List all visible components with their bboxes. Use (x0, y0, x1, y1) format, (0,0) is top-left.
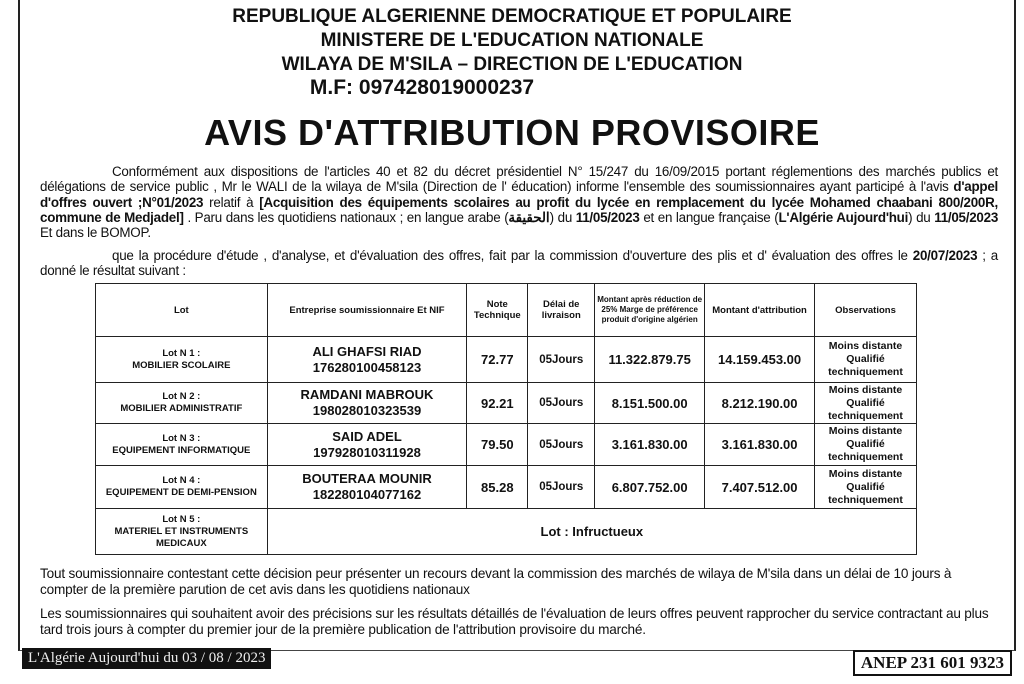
obs-line: Qualifié (846, 438, 885, 450)
observation-cell (815, 383, 917, 424)
text-bold: 11/05/2023 (934, 209, 999, 225)
text-bold: 20/07/2023 (912, 248, 978, 263)
text: Et dans le BOMOP. (40, 225, 151, 241)
anep-reference: ANEP 231 601 9323 (853, 650, 1012, 676)
lot-number: Lot N 1 : (162, 347, 201, 359)
lot-cell (96, 424, 268, 466)
company-nif: 198028010323539 (312, 403, 422, 418)
delay-cell: 05Jours (528, 466, 595, 509)
text: et en langue française ( (639, 209, 779, 225)
note-cell: 92.21 (467, 383, 528, 424)
obs-line: Qualifié (846, 396, 885, 409)
obs-line: Moins distante (828, 425, 903, 437)
page-title: AVIS D'ATTRIBUTION PROVISOIRE (204, 112, 820, 153)
company-cell (267, 424, 467, 466)
header-ministry: MINISTERE DE L'EDUCATION NATIONALE (320, 30, 704, 51)
amount-cell: 7.407.512.00 (705, 466, 815, 509)
lot-number: Lot N 3 : (162, 432, 201, 444)
intro-paragraph (40, 164, 998, 240)
text-bold: 11/05/2023 (575, 209, 640, 225)
table-row (96, 337, 917, 383)
lot-name: MATERIEL ET INSTRUMENTS MEDICAUX (114, 525, 249, 549)
obs-line: techniquement (828, 409, 903, 422)
lot-cell (96, 383, 268, 424)
details-notice: Les soumissionnaires qui souhaitent avoir des précisions sur les résultats détaillés de l'évaluation de leurs offres peuvent rapprocher du service contractant au plus tard trois jours à compter du premier jour de la première publication de l'attribution provisoire du marché. (40, 606, 989, 637)
company-name: SAID ADEL (332, 428, 402, 444)
company-cell (267, 383, 467, 424)
col-lot: Lot (96, 284, 268, 337)
company-name: BOUTERAA MOUNIR (302, 471, 432, 486)
lot-result: Lot : Infructueux (267, 509, 916, 555)
lot-name: EQUIPEMENT DE DEMI-PENSION (105, 487, 257, 498)
lot-name: MOBILIER SCOLAIRE (132, 359, 231, 371)
amount-cell: 14.159.453.00 (705, 337, 815, 383)
observation-cell (815, 424, 917, 466)
reduced-amount-cell: 11.322.879.75 (595, 337, 705, 383)
results-table (95, 283, 917, 555)
reduced-amount-cell: 3.161.830.00 (595, 424, 705, 466)
obs-line: Moins distante (828, 340, 903, 352)
lot-number: Lot N 2 : (162, 391, 201, 402)
lot-cell (96, 509, 268, 555)
table-row (96, 466, 917, 509)
reduced-amount-cell: 8.151.500.00 (595, 383, 705, 424)
text-bold: d'appel d'offres ouvert ;N°01/2023 (40, 179, 998, 210)
table-header-row (96, 284, 917, 337)
obs-line: Qualifié (846, 353, 885, 365)
appeal-notice: Tout soumissionnaire contestant cette décision peur présenter un recours devant la commission des marchés de wilaya de M'sila dans un délai de 10 jours à compter de la première parution de cet avis dans les quotidiens nationaux (40, 566, 952, 597)
company-name: ALI GHAFSI RIAD (312, 343, 422, 359)
obs-line: Moins distante (828, 383, 903, 396)
lot-cell (96, 466, 268, 509)
col-reduced-amount: Montant après réduction de 25% Marge de préférence produit d'origine algérien (595, 284, 705, 337)
note-cell: 72.77 (467, 337, 528, 383)
text-bold: [Acquisition des équipements scolaires au profit du lycée en remplacement du lycée Mohamed chaabani 800/200R, commune de Medjadel] (40, 194, 998, 225)
col-observations: Observations (815, 284, 917, 337)
table-row (96, 383, 917, 424)
header-wilaya: WILAYA DE M'SILA – DIRECTION DE L'EDUCATION (281, 54, 743, 75)
header-mf: M.F: 097428019000237 (309, 76, 535, 99)
lot-cell (96, 337, 268, 383)
note-cell: 85.28 (467, 466, 528, 509)
text: Conformément aux dispositions de l'articles 40 et 82 du décret présidentiel N° 15/247 du 16/09/2015 portant réglementions des marchés publics et délégations de service public , Mr le WALI de la wilaya de M'sila (Direction de l' éducation) informe l'ensemble des soumissionnaires ayant participé à l'avis (40, 164, 998, 195)
amount-cell: 3.161.830.00 (705, 424, 815, 466)
lot-name: EQUIPEMENT INFORMATIQUE (112, 444, 251, 456)
company-nif: 182280104077162 (312, 487, 422, 502)
reduced-amount-cell: 6.807.752.00 (595, 466, 705, 509)
delay-cell: 05Jours (528, 383, 595, 424)
col-amount: Montant d'attribution (705, 284, 815, 337)
text: ) du (908, 209, 935, 225)
text-bold: L'Algérie Aujourd'hui (778, 209, 909, 225)
obs-line: techniquement (828, 493, 903, 506)
col-note: Note Technique (467, 284, 528, 337)
delay-cell: 05Jours (528, 424, 595, 466)
text: ) du (549, 209, 576, 225)
procedure-paragraph (40, 248, 998, 279)
delay-cell: 05Jours (528, 337, 595, 383)
text: que la procédure d'étude , d'analyse, et d'évaluation des offres, fait par la commission d'ouverture des plis et d' évaluation des offres le (112, 248, 913, 263)
obs-line: techniquement (828, 366, 903, 378)
lot-number: Lot N 4 : (162, 475, 201, 486)
observation-cell (815, 337, 917, 383)
amount-cell: 8.212.190.00 (705, 383, 815, 424)
company-nif: 197928010311928 (313, 444, 421, 460)
company-cell (267, 466, 467, 509)
obs-line: techniquement (828, 451, 903, 463)
company-name: RAMDANI MABROUK (300, 387, 434, 402)
text-bold: الحقيقة (508, 209, 550, 225)
text: ; a donné le résultat suivant : (40, 248, 998, 279)
company-cell (267, 337, 467, 383)
text: relatif à (203, 194, 260, 210)
company-nif: 176280100458123 (312, 359, 422, 375)
lot-name: MOBILIER ADMINISTRATIF (120, 403, 243, 414)
header-republic: REPUBLIQUE ALGERIENNE DEMOCRATIQUE ET POPULAIRE (232, 6, 792, 27)
publication-source: L'Algérie Aujourd'hui du 03 / 08 / 2023 (22, 648, 271, 669)
obs-line: Moins distante (828, 467, 903, 480)
col-company: Entreprise soumissionnaire Et NIF (267, 284, 467, 337)
table-row-lot5 (96, 509, 917, 555)
table-row (96, 424, 917, 466)
col-delay: Délai de livraison (528, 284, 595, 337)
lot-number: Lot N 5 : (162, 513, 201, 525)
observation-cell (815, 466, 917, 509)
note-cell: 79.50 (467, 424, 528, 466)
obs-line: Qualifié (846, 480, 885, 493)
text: . Paru dans les quotidiens nationaux ; en langue arabe ( (183, 209, 509, 225)
